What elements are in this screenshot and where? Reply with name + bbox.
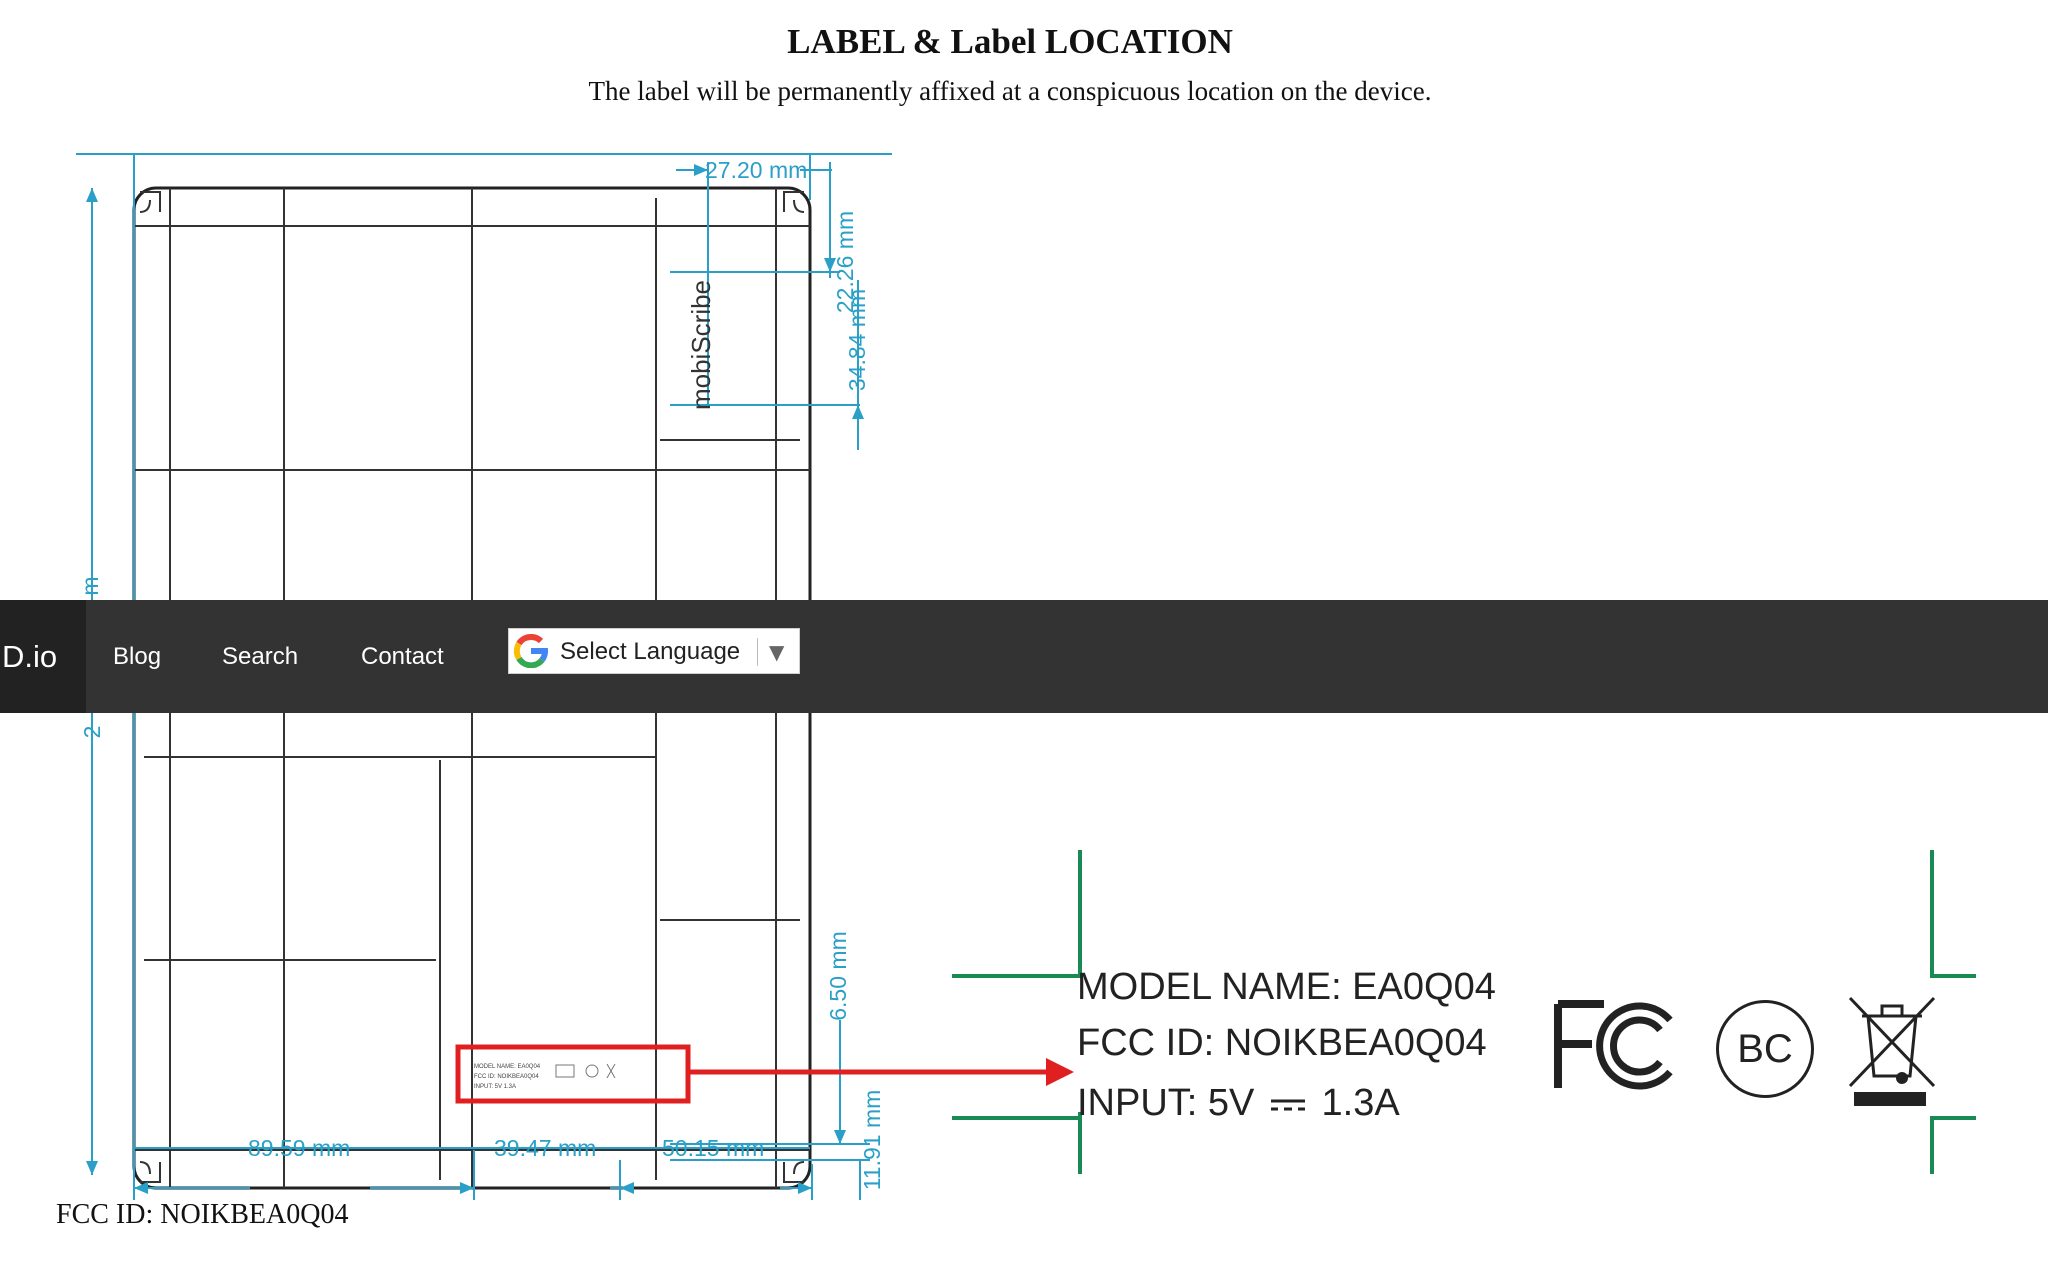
dim-height-partial-top: m: [77, 576, 103, 596]
mobiscribe-watermark: mobiScribe: [686, 279, 716, 411]
language-select-divider: [757, 638, 758, 666]
label-input-prefix: INPUT: 5V: [1077, 1082, 1255, 1124]
dim-34-84: 34.84 mm: [844, 288, 870, 392]
dim-27-20: 27.20 mm: [705, 157, 808, 183]
bc-logo: BC: [1716, 1000, 1814, 1098]
mini-label-line-3: INPUT: 5V 1.3A: [474, 1084, 517, 1090]
language-select[interactable]: [508, 628, 800, 674]
dropdown-arrow-icon: ▼: [769, 640, 785, 664]
site-navbar: [0, 600, 2048, 713]
language-select-label: Select Language: [560, 638, 741, 665]
page-subtitle: The label will be permanently affixed at a conspicuous location on the device.: [588, 76, 1432, 106]
footer-fcc-id: FCC ID: NOIKBEA0Q04: [56, 1199, 349, 1230]
dim-22-26: 22.26 mm: [832, 210, 858, 314]
label-model-name: MODEL NAME: EA0Q04: [1077, 966, 1496, 1008]
mini-label-line-2: FCC ID: NOIKBEA0Q04: [474, 1074, 539, 1080]
label-pointer-arrow-head: [1046, 1058, 1074, 1086]
mini-label-line-1: MODEL NAME: EA0Q04: [474, 1064, 541, 1070]
site-brand[interactable]: D.io: [0, 600, 86, 713]
weee-crossed-bin-icon: [1846, 994, 1938, 1106]
crop-marks: [952, 850, 1976, 1174]
mini-label: [474, 1064, 615, 1090]
label-input-suffix: 1.3A: [1321, 1082, 1400, 1124]
dim-50-15: 50.15 mm: [662, 1135, 765, 1161]
dim-6-50: 6.50 mm: [825, 931, 851, 1021]
dim-39-47: 39.47 mm: [494, 1135, 597, 1161]
google-g-icon: [514, 634, 548, 668]
page-title: LABEL & Label LOCATION: [787, 22, 1233, 61]
label-fcc-id: FCC ID: NOIKBEA0Q04: [1077, 1022, 1487, 1064]
nav-link-contact[interactable]: Contact: [361, 643, 444, 670]
dc-current-icon: [1269, 1093, 1307, 1117]
nav-link-search[interactable]: Search: [222, 643, 299, 670]
dim-89-59: 89.59 mm: [248, 1135, 351, 1161]
dim-height-partial-bottom: 2: [79, 725, 105, 739]
label-input: [1077, 1082, 1400, 1125]
fcc-logo: [1552, 996, 1680, 1096]
nav-link-blog[interactable]: Blog: [113, 643, 162, 670]
dim-11-91: 11.91 mm: [859, 1089, 885, 1191]
